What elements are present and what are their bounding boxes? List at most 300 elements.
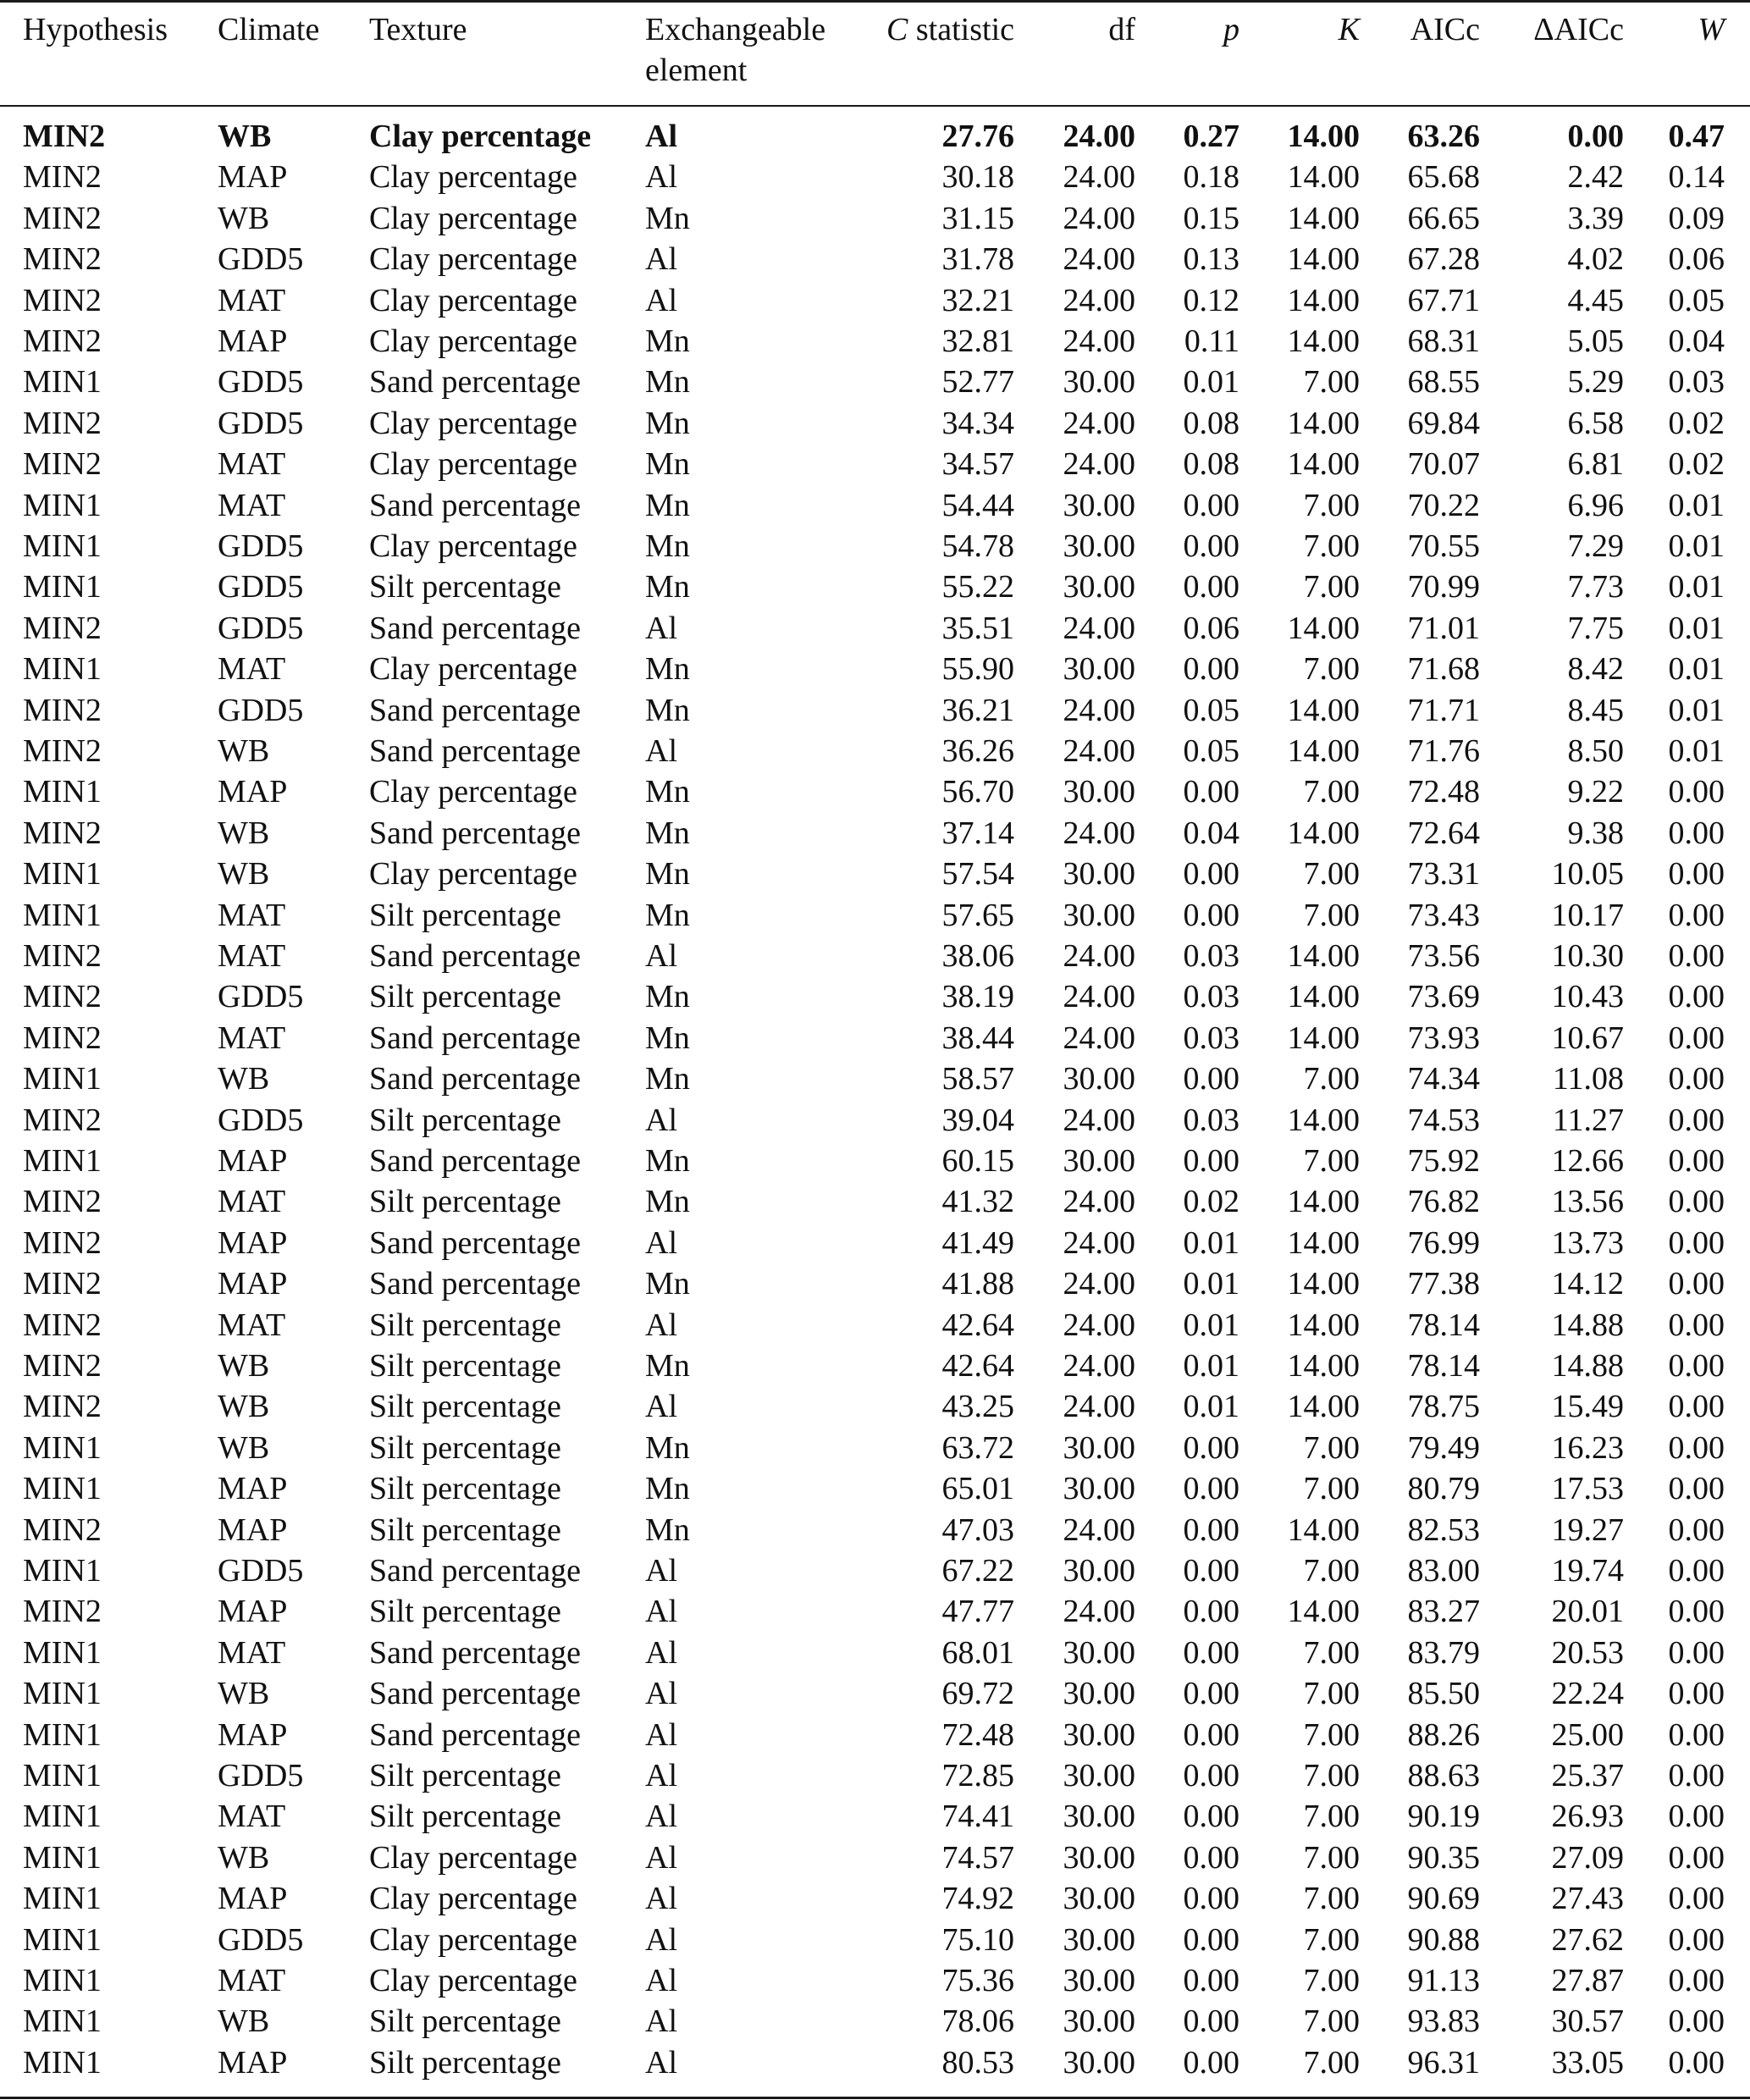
cell-aicc: 74.53	[1407, 1102, 1480, 1138]
cell-k: 7.00	[1303, 487, 1360, 523]
cell-hypothesis: MIN1	[23, 1839, 102, 1876]
cell-hypothesis: MIN1	[23, 1963, 102, 1998]
cell-element: Al	[645, 241, 677, 278]
cell-element: Mn	[645, 1429, 690, 1466]
cell-texture: Clay percentage	[369, 405, 577, 441]
cell-delta-aicc: 27.62	[1551, 1921, 1624, 1958]
cell-c-statistic: 43.25	[941, 1389, 1014, 1425]
cell-texture: Silt percentage	[369, 1389, 561, 1425]
cell-texture: Sand percentage	[369, 938, 582, 974]
cell-delta-aicc: 25.00	[1551, 1716, 1624, 1753]
cell-k: 7.00	[1303, 651, 1360, 688]
cell-w: 0.00	[1668, 1799, 1725, 1835]
cell-climate: GDD5	[218, 405, 304, 441]
cell-delta-aicc: 3.39	[1567, 200, 1624, 236]
cell-df: 24.00	[1063, 610, 1135, 646]
cell-aicc: 90.19	[1407, 1799, 1480, 1835]
cell-climate: GDD5	[218, 692, 304, 728]
cell-delta-aicc: 4.02	[1567, 241, 1624, 278]
cell-texture: Silt percentage	[369, 1102, 561, 1138]
cell-p: 0.00	[1183, 1799, 1239, 1835]
cell-hypothesis: MIN2	[23, 938, 102, 974]
cell-texture: Sand percentage	[369, 1553, 582, 1589]
cell-delta-aicc: 22.24	[1551, 1676, 1624, 1712]
cell-element: Al	[645, 1389, 677, 1425]
cell-texture: Sand percentage	[369, 1676, 582, 1712]
cell-p: 0.03	[1183, 979, 1239, 1015]
cell-df: 24.00	[1063, 446, 1135, 483]
cell-aicc: 70.07	[1407, 446, 1480, 483]
cell-c-statistic: 41.32	[941, 1184, 1014, 1220]
table-row	[0, 1960, 1750, 2001]
cell-k: 7.00	[1303, 2003, 1360, 2040]
cell-p: 0.01	[1183, 1389, 1239, 1425]
table-row	[0, 239, 1750, 279]
cell-texture: Sand percentage	[369, 1224, 582, 1261]
cell-df: 30.00	[1063, 1676, 1135, 1712]
cell-delta-aicc: 30.57	[1551, 2003, 1624, 2040]
cell-texture: Clay percentage	[369, 200, 577, 236]
table-row	[0, 1550, 1750, 1591]
cell-w: 0.00	[1668, 1921, 1725, 1958]
cell-p: 0.00	[1183, 1471, 1239, 1507]
cell-element: Mn	[645, 569, 690, 605]
cell-hypothesis: MIN2	[23, 323, 102, 359]
cell-aicc: 74.34	[1407, 1061, 1480, 1097]
cell-p: 0.03	[1183, 1020, 1239, 1056]
cell-df: 24.00	[1063, 1020, 1135, 1056]
cell-df: 30.00	[1063, 1839, 1135, 1876]
cell-climate: GDD5	[218, 610, 304, 646]
cell-climate: MAT	[218, 1184, 286, 1220]
cell-p: 0.18	[1183, 159, 1239, 196]
cell-w: 0.00	[1668, 1676, 1725, 1712]
cell-k: 7.00	[1303, 856, 1360, 892]
cell-hypothesis: MIN1	[23, 487, 102, 523]
cell-element: Al	[645, 1716, 677, 1753]
cell-c-statistic: 74.57	[941, 1839, 1014, 1876]
cell-df: 30.00	[1063, 1963, 1135, 1998]
cell-w: 0.01	[1668, 651, 1725, 688]
cell-p: 0.01	[1183, 1307, 1239, 1343]
cell-climate: GDD5	[218, 364, 304, 401]
cell-k: 7.00	[1303, 1676, 1360, 1712]
header-exchangeable-element	[645, 9, 825, 91]
table-row	[0, 1181, 1750, 1222]
cell-df: 30.00	[1063, 1553, 1135, 1589]
cell-aicc: 90.69	[1407, 1881, 1480, 1917]
cell-element: Al	[645, 159, 677, 196]
cell-delta-aicc: 7.73	[1567, 569, 1624, 605]
cell-aicc: 78.14	[1407, 1348, 1480, 1384]
cell-element: Mn	[645, 200, 690, 236]
cell-element: Al	[645, 282, 677, 318]
cell-aicc: 76.82	[1407, 1184, 1480, 1220]
table-row	[0, 771, 1750, 812]
cell-texture: Silt percentage	[369, 1799, 561, 1835]
cell-c-statistic: 42.64	[941, 1348, 1014, 1384]
cell-hypothesis: MIN1	[23, 2003, 102, 2040]
cell-df: 24.00	[1063, 1511, 1135, 1548]
cell-delta-aicc: 6.81	[1567, 446, 1624, 483]
cell-k: 7.00	[1303, 1881, 1360, 1917]
cell-w: 0.00	[1668, 1389, 1725, 1425]
cell-aicc: 77.38	[1407, 1266, 1480, 1302]
cell-delta-aicc: 8.50	[1567, 733, 1624, 769]
cell-hypothesis: MIN1	[23, 1758, 102, 1793]
cell-aicc: 83.00	[1407, 1553, 1480, 1589]
cell-hypothesis: MIN2	[23, 446, 102, 483]
cell-hypothesis: MIN1	[23, 1471, 102, 1507]
cell-element: Mn	[645, 1143, 690, 1179]
cell-w: 0.00	[1668, 1020, 1725, 1056]
cell-df: 24.00	[1063, 692, 1135, 728]
header-rule	[0, 105, 1750, 107]
cell-df: 24.00	[1063, 1184, 1135, 1220]
table-row	[0, 566, 1750, 607]
cell-delta-aicc: 27.09	[1551, 1839, 1624, 1876]
cell-delta-aicc: 17.53	[1551, 1471, 1624, 1507]
cell-p: 0.00	[1183, 2044, 1239, 2081]
cell-texture: Sand percentage	[369, 1266, 582, 1302]
cell-climate: MAT	[218, 1963, 286, 1998]
cell-aicc: 78.75	[1407, 1389, 1480, 1425]
cell-k: 7.00	[1303, 1716, 1360, 1753]
table-row	[0, 1510, 1750, 1550]
cell-p: 0.03	[1183, 1102, 1239, 1138]
table-row	[0, 1878, 1750, 1919]
cell-w: 0.00	[1668, 856, 1725, 892]
cell-p: 0.00	[1183, 856, 1239, 892]
cell-p: 0.13	[1183, 241, 1239, 278]
cell-w: 0.09	[1668, 200, 1725, 236]
cell-p: 0.00	[1183, 774, 1239, 810]
cell-df: 24.00	[1063, 282, 1135, 318]
table-row	[0, 2042, 1750, 2083]
cell-k: 14.00	[1287, 1020, 1360, 1056]
cell-w: 0.01	[1668, 610, 1725, 646]
table-row	[0, 1305, 1750, 1346]
cell-df: 24.00	[1063, 1348, 1135, 1384]
cell-w: 0.00	[1668, 1553, 1725, 1589]
cell-hypothesis: MIN2	[23, 1594, 102, 1630]
cell-df: 24.00	[1063, 1594, 1135, 1630]
cell-p: 0.01	[1183, 364, 1239, 401]
table-row	[0, 1838, 1750, 1878]
cell-c-statistic: 37.14	[941, 815, 1014, 851]
cell-df: 30.00	[1063, 1634, 1135, 1671]
cell-element: Mn	[645, 815, 690, 851]
cell-element: Mn	[645, 1348, 690, 1384]
cell-aicc: 83.79	[1407, 1634, 1480, 1671]
cell-hypothesis: MIN1	[23, 651, 102, 688]
cell-climate: GDD5	[218, 241, 304, 278]
cell-delta-aicc: 2.42	[1567, 159, 1624, 196]
cell-climate: MAP	[218, 1881, 288, 1917]
cell-df: 24.00	[1063, 938, 1135, 974]
cell-hypothesis: MIN2	[23, 200, 102, 236]
cell-c-statistic: 54.78	[941, 528, 1014, 564]
cell-climate: GDD5	[218, 569, 304, 605]
cell-c-statistic: 55.90	[941, 651, 1014, 688]
cell-aicc: 70.99	[1407, 569, 1480, 605]
cell-df: 30.00	[1063, 897, 1135, 933]
table-row	[0, 1058, 1750, 1099]
header-aicc: AICc	[1410, 12, 1480, 47]
cell-texture: Clay percentage	[369, 159, 577, 196]
table-row	[0, 1796, 1750, 1837]
cell-hypothesis: MIN1	[23, 856, 102, 892]
cell-p: 0.00	[1183, 1758, 1239, 1793]
cell-element: Al	[645, 610, 677, 646]
cell-element: Mn	[645, 979, 690, 1015]
cell-c-statistic: 57.65	[941, 897, 1014, 933]
cell-hypothesis: MIN2	[23, 692, 102, 728]
cell-w: 0.00	[1668, 1634, 1725, 1671]
cell-delta-aicc: 9.22	[1567, 774, 1624, 810]
header-climate: Climate	[218, 12, 320, 47]
cell-delta-aicc: 9.38	[1567, 815, 1624, 851]
cell-df: 30.00	[1063, 2003, 1135, 2040]
cell-c-statistic: 72.85	[941, 1758, 1014, 1793]
cell-texture: Sand percentage	[369, 1634, 582, 1671]
cell-climate: MAT	[218, 487, 286, 523]
cell-p: 0.00	[1183, 487, 1239, 523]
cell-aicc: 72.64	[1407, 815, 1480, 851]
table-row	[0, 2001, 1750, 2042]
cell-k: 7.00	[1303, 528, 1360, 564]
cell-texture: Silt percentage	[369, 1184, 561, 1220]
table-row	[0, 690, 1750, 731]
cell-texture: Clay percentage	[369, 1839, 577, 1876]
cell-delta-aicc: 10.30	[1551, 938, 1624, 974]
cell-k: 14.00	[1287, 1307, 1360, 1343]
cell-df: 30.00	[1063, 1716, 1135, 1753]
cell-df: 24.00	[1063, 979, 1135, 1015]
cell-element: Al	[645, 1963, 677, 1998]
table-row	[0, 1920, 1750, 1960]
cell-texture: Silt percentage	[369, 2003, 561, 2040]
cell-hypothesis: MIN1	[23, 528, 102, 564]
cell-df: 30.00	[1063, 1061, 1135, 1097]
cell-aicc: 73.56	[1407, 938, 1480, 974]
table-row	[0, 526, 1750, 566]
cell-aicc: 73.69	[1407, 979, 1480, 1015]
cell-element: Al	[645, 119, 677, 154]
table-row	[0, 1223, 1750, 1263]
cell-hypothesis: MIN2	[23, 1348, 102, 1384]
cell-delta-aicc: 25.37	[1551, 1758, 1624, 1793]
cell-k: 7.00	[1303, 1553, 1360, 1589]
cell-element: Mn	[645, 1266, 690, 1302]
cell-climate: MAT	[218, 1020, 286, 1056]
cell-delta-aicc: 11.08	[1552, 1061, 1624, 1097]
cell-p: 0.00	[1183, 1061, 1239, 1097]
cell-delta-aicc: 0.00	[1567, 119, 1624, 154]
cell-df: 30.00	[1063, 1471, 1135, 1507]
cell-climate: MAP	[218, 1266, 288, 1302]
cell-k: 7.00	[1303, 1634, 1360, 1671]
cell-aicc: 70.22	[1407, 487, 1480, 523]
cell-climate: WB	[218, 119, 272, 154]
cell-df: 24.00	[1063, 1224, 1135, 1261]
cell-p: 0.00	[1183, 569, 1239, 605]
cell-texture: Sand percentage	[369, 733, 582, 769]
cell-c-statistic: 78.06	[941, 2003, 1014, 2040]
cell-element: Mn	[645, 446, 690, 483]
cell-hypothesis: MIN2	[23, 241, 102, 278]
cell-c-statistic: 47.77	[941, 1594, 1014, 1630]
cell-element: Al	[645, 1676, 677, 1712]
cell-k: 14.00	[1287, 938, 1360, 974]
table-row	[0, 403, 1750, 444]
cell-delta-aicc: 7.75	[1567, 610, 1624, 646]
cell-texture: Silt percentage	[369, 1307, 561, 1343]
table-row	[0, 1715, 1750, 1755]
cell-c-statistic: 47.03	[941, 1511, 1014, 1548]
cell-c-statistic: 68.01	[941, 1634, 1014, 1671]
cell-texture: Clay percentage	[369, 119, 592, 154]
cell-p: 0.01	[1183, 1266, 1239, 1302]
cell-delta-aicc: 12.66	[1551, 1143, 1624, 1179]
cell-aicc: 88.63	[1407, 1758, 1480, 1793]
cell-hypothesis: MIN2	[23, 159, 102, 196]
cell-p: 0.01	[1183, 1224, 1239, 1261]
cell-hypothesis: MIN1	[23, 569, 102, 605]
cell-p: 0.03	[1183, 938, 1239, 974]
cell-texture: Sand percentage	[369, 1061, 582, 1097]
cell-aicc: 83.27	[1407, 1594, 1480, 1630]
cell-climate: MAP	[218, 774, 288, 810]
cell-aicc: 75.92	[1407, 1143, 1480, 1179]
cell-k: 14.00	[1287, 692, 1360, 728]
cell-w: 0.00	[1668, 1061, 1725, 1097]
cell-w: 0.00	[1668, 897, 1725, 933]
cell-p: 0.00	[1183, 1839, 1239, 1876]
cell-delta-aicc: 4.45	[1567, 282, 1624, 318]
cell-w: 0.01	[1668, 487, 1725, 523]
cell-w: 0.00	[1668, 1471, 1725, 1507]
cell-climate: MAP	[218, 1471, 288, 1507]
cell-w: 0.00	[1668, 1758, 1725, 1793]
cell-w: 0.00	[1668, 2003, 1725, 2040]
cell-texture: Sand percentage	[369, 364, 582, 401]
table-row	[0, 1386, 1750, 1427]
cell-delta-aicc: 15.49	[1551, 1389, 1624, 1425]
cell-texture: Sand percentage	[369, 1020, 582, 1056]
cell-df: 24.00	[1063, 405, 1135, 441]
cell-hypothesis: MIN1	[23, 2044, 102, 2081]
cell-climate: WB	[218, 1429, 270, 1466]
cell-w: 0.00	[1668, 1594, 1725, 1630]
table-row	[0, 1633, 1750, 1673]
cell-texture: Sand percentage	[369, 815, 582, 851]
cell-w: 0.00	[1668, 1963, 1725, 1998]
header-df: df	[1108, 12, 1135, 47]
cell-climate: WB	[218, 856, 270, 892]
cell-hypothesis: MIN2	[23, 1266, 102, 1302]
cell-element: Al	[645, 1634, 677, 1671]
cell-w: 0.14	[1668, 159, 1725, 196]
cell-w: 0.01	[1668, 569, 1725, 605]
cell-texture: Sand percentage	[369, 610, 582, 646]
cell-c-statistic: 36.21	[941, 692, 1014, 728]
cell-p: 0.04	[1183, 815, 1239, 851]
cell-df: 30.00	[1063, 1758, 1135, 1793]
cell-c-statistic: 36.26	[941, 733, 1014, 769]
top-rule	[0, 0, 1750, 3]
cell-df: 30.00	[1063, 1799, 1135, 1835]
cell-element: Mn	[645, 651, 690, 688]
cell-p: 0.00	[1183, 1881, 1239, 1917]
cell-delta-aicc: 20.01	[1551, 1594, 1624, 1630]
cell-climate: MAP	[218, 1143, 288, 1179]
cell-w: 0.47	[1668, 119, 1725, 154]
cell-hypothesis: MIN2	[23, 815, 102, 851]
cell-delta-aicc: 11.27	[1552, 1102, 1624, 1138]
cell-c-statistic: 60.15	[941, 1143, 1014, 1179]
cell-c-statistic: 30.18	[941, 159, 1014, 196]
table-row	[0, 280, 1750, 321]
cell-c-statistic: 75.36	[941, 1963, 1014, 1998]
cell-climate: WB	[218, 1348, 270, 1384]
cell-texture: Clay percentage	[369, 1921, 577, 1958]
cell-k: 7.00	[1303, 2044, 1360, 2081]
cell-element: Al	[645, 938, 677, 974]
cell-c-statistic: 41.88	[941, 1266, 1014, 1302]
cell-aicc: 93.83	[1407, 2003, 1480, 2040]
cell-delta-aicc: 10.43	[1551, 979, 1624, 1015]
cell-df: 30.00	[1063, 2044, 1135, 2081]
cell-df: 24.00	[1063, 815, 1135, 851]
cell-c-statistic: 57.54	[941, 856, 1014, 892]
cell-climate: MAT	[218, 897, 286, 933]
cell-p: 0.00	[1183, 1594, 1239, 1630]
cell-c-statistic: 42.64	[941, 1307, 1014, 1343]
cell-w: 0.00	[1668, 979, 1725, 1015]
cell-c-statistic: 63.72	[941, 1429, 1014, 1466]
cell-texture: Clay percentage	[369, 528, 577, 564]
cell-texture: Clay percentage	[369, 856, 577, 892]
cell-c-statistic: 32.21	[941, 282, 1014, 318]
bottom-rule	[0, 2097, 1750, 2099]
cell-c-statistic: 72.48	[941, 1716, 1014, 1753]
cell-p: 0.00	[1183, 1921, 1239, 1958]
cell-k: 7.00	[1303, 364, 1360, 401]
cell-element: Al	[645, 2044, 677, 2081]
cell-w: 0.00	[1668, 938, 1725, 974]
cell-c-statistic: 67.22	[941, 1553, 1014, 1589]
cell-climate: GDD5	[218, 1102, 304, 1138]
cell-w: 0.02	[1668, 405, 1725, 441]
cell-c-statistic: 80.53	[941, 2044, 1014, 2081]
cell-w: 0.00	[1668, 1266, 1725, 1302]
cell-hypothesis: MIN1	[23, 1799, 102, 1835]
cell-delta-aicc: 14.12	[1551, 1266, 1624, 1302]
cell-texture: Clay percentage	[369, 241, 577, 278]
header-w: W	[1698, 12, 1725, 47]
cell-climate: GDD5	[218, 1553, 304, 1589]
cell-climate: MAT	[218, 282, 286, 318]
cell-texture: Sand percentage	[369, 487, 582, 523]
cell-p: 0.00	[1183, 897, 1239, 933]
cell-aicc: 67.28	[1407, 241, 1480, 278]
cell-hypothesis: MIN2	[23, 610, 102, 646]
cell-k: 14.00	[1287, 1266, 1360, 1302]
cell-c-statistic: 38.06	[941, 938, 1014, 974]
cell-climate: MAP	[218, 1511, 288, 1548]
cell-w: 0.00	[1668, 1224, 1725, 1261]
